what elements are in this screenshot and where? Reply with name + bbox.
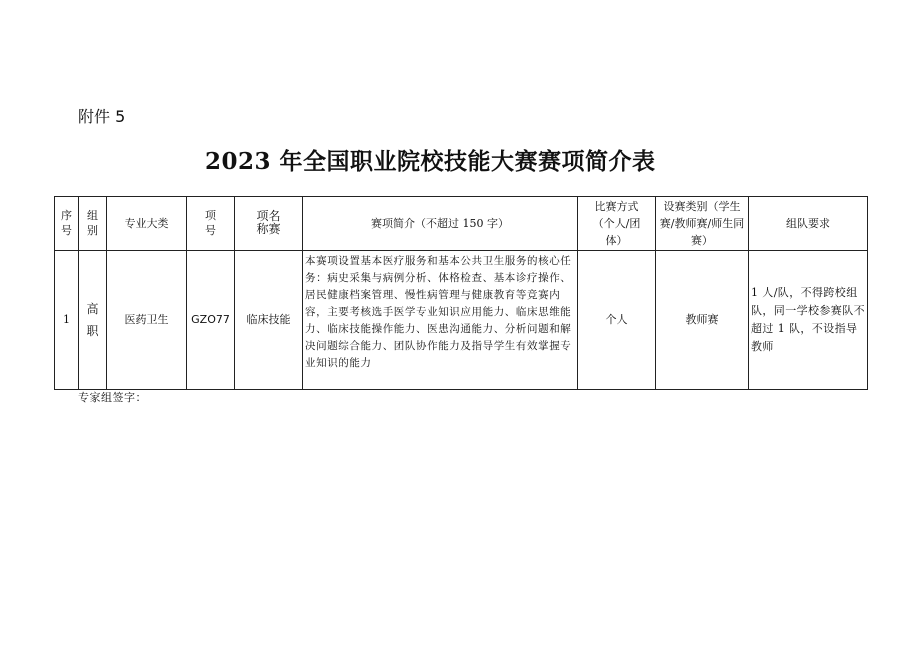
header-category: 设赛类别（学生赛/教师赛/师生同赛） bbox=[656, 197, 749, 251]
expert-signature-label: 专家组签字： bbox=[78, 391, 147, 404]
event-intro-table bbox=[54, 196, 868, 390]
cell-major: 医药卫生 bbox=[107, 251, 187, 390]
cell-seq: 1 bbox=[55, 251, 79, 390]
cell-intro: 本赛项设置基本医疗服务和基本公共卫生服务的核心任务：病史采集与病例分析、体格检查、基本诊疗操作、居民健康档案管理、慢性病管理与健康教育等竞赛内容，主要考核选手医学专业知识应用能力、临床思维能力、临床技能操作能力、医患沟通能力、分析问题和解决问题综合能力、团队协作能力及指导学生有效掌握专业知识的能力 bbox=[303, 251, 578, 390]
header-major: 专业大类 bbox=[107, 197, 187, 251]
document-title: 2023 年全国职业院校技能大赛赛项简介表 bbox=[205, 148, 656, 175]
cell-mode: 个人 bbox=[578, 251, 656, 390]
cell-category: 教师赛 bbox=[656, 251, 749, 390]
cell-team: 1 人/队，不得跨校组队，同一学校参赛队不超过 1 队，不设指导教师 bbox=[749, 251, 868, 390]
header-name: 项名称赛 bbox=[235, 197, 303, 251]
header-seq: 序号 bbox=[55, 197, 79, 251]
cell-name: 临床技能 bbox=[235, 251, 303, 390]
table-row bbox=[55, 251, 868, 390]
table-header-row bbox=[55, 197, 868, 251]
attachment-label: 附件 5 bbox=[78, 107, 126, 126]
cell-code: GZO77 bbox=[187, 251, 235, 390]
header-intro: 赛项简介（不超过 150 字） bbox=[303, 197, 578, 251]
header-team: 组队要求 bbox=[749, 197, 868, 251]
cell-group: 高职 bbox=[79, 251, 107, 390]
header-code: 项号 bbox=[187, 197, 235, 251]
header-group: 组别 bbox=[79, 197, 107, 251]
header-mode: 比赛方式（个人/团体） bbox=[578, 197, 656, 251]
